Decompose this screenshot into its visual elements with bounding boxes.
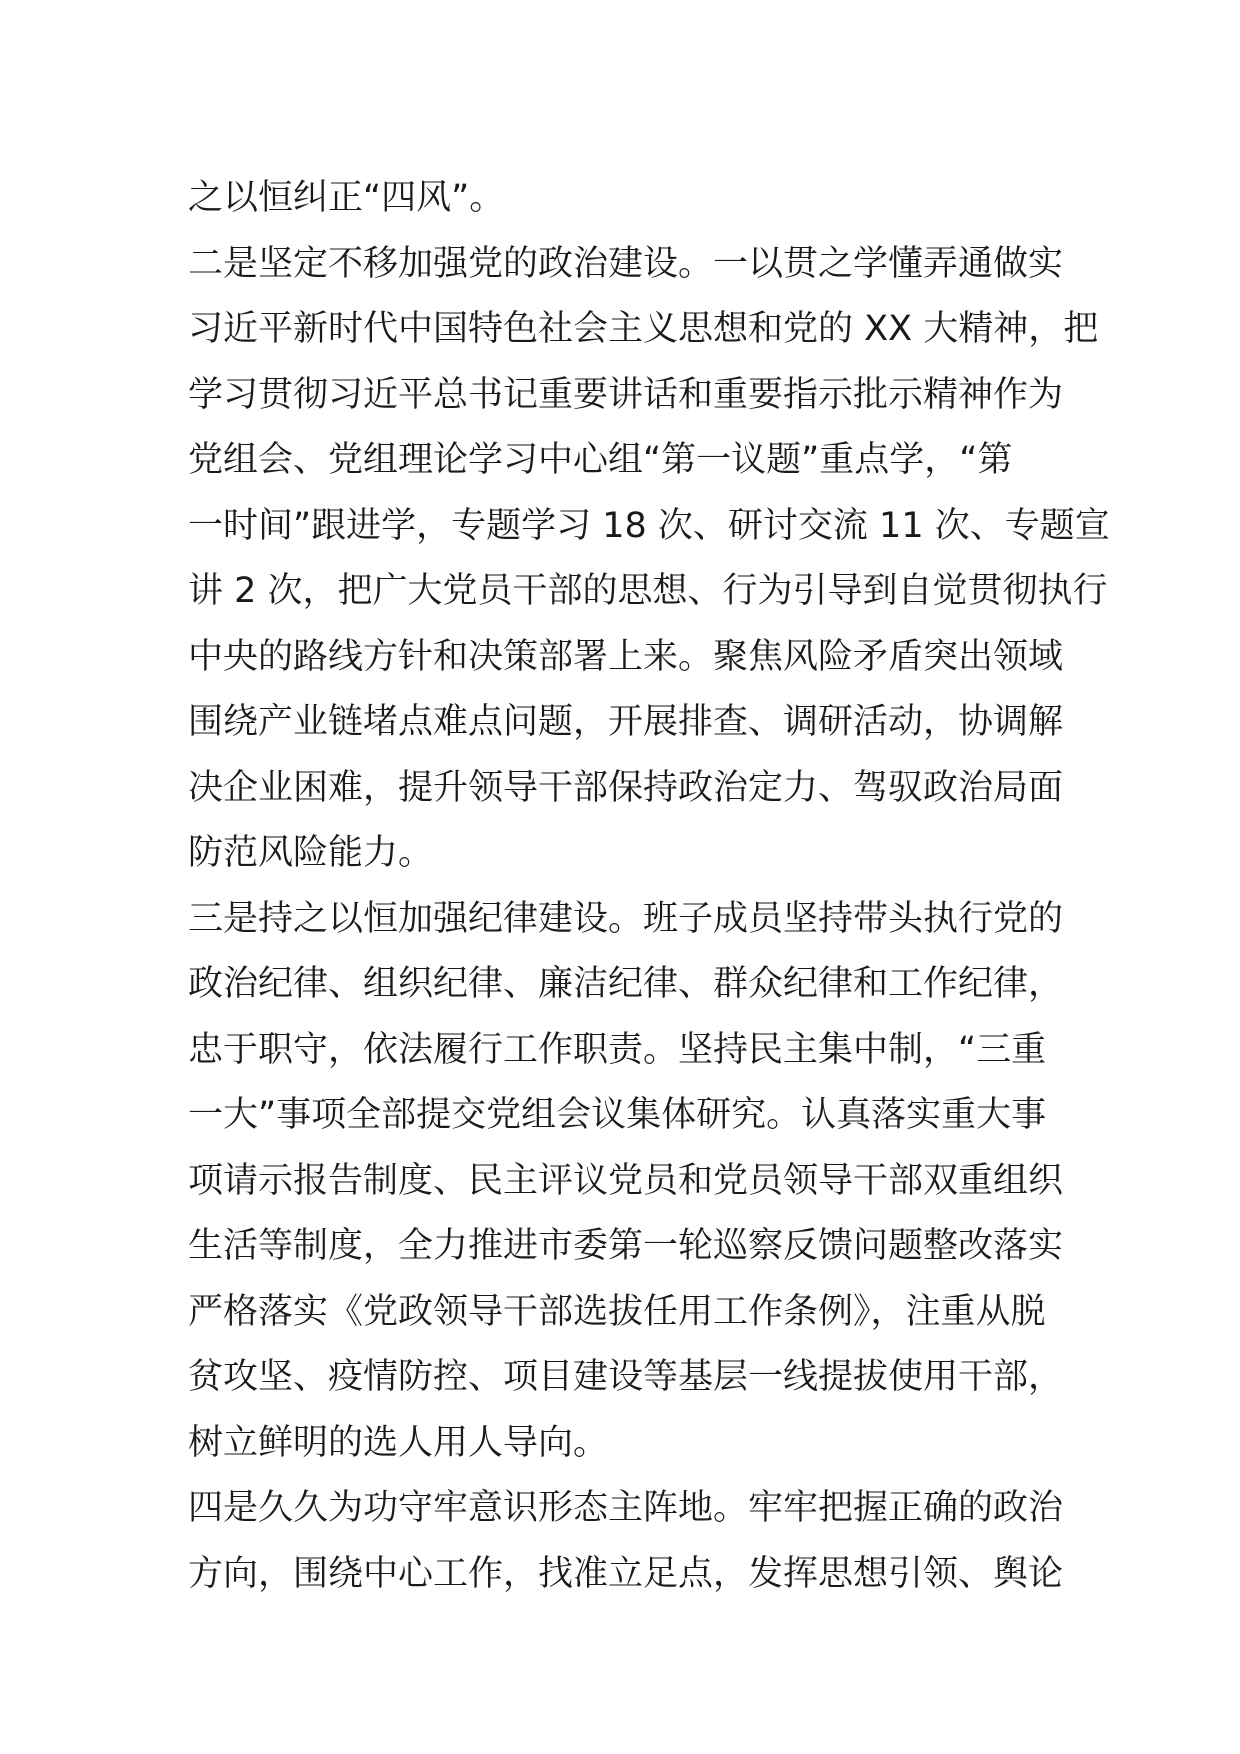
- text-line: 党组会、党组理论学习中心组“第一议题”重点学，“第: [188, 440, 1013, 480]
- body-text: [188, 166, 1110, 1607]
- text-line: 政治纪律、组织纪律、廉洁纪律、群众纪律和工作纪律，: [188, 964, 1064, 1004]
- text-line: 决企业困难，提升领导干部保持政治定力、驾驭政治局面: [188, 767, 1064, 808]
- text-line: 项请示报告制度、民主评议党员和党员领导干部双重组织: [188, 1160, 1064, 1201]
- text-line: 严格落实《党政领导干部选拔任用工作条例》，注重从脱: [188, 1291, 1046, 1332]
- text-line: 忠于职守，依法履行工作职责。坚持民主集中制，“三重: [188, 1029, 1047, 1070]
- text-line: 二是坚定不移加强党的政治建设。一以贯之学懂弄通做实: [188, 243, 1064, 284]
- text-line: 之以恒纠正“四风”。: [188, 178, 505, 218]
- text-line: 防范风险能力。: [188, 833, 434, 873]
- text-line: 中央的路线方针和决策部署上来。聚焦风险矛盾突出领域: [188, 636, 1064, 677]
- text-line: 习近平新时代中国特色社会主义思想和党的 XX 大精神，把: [188, 309, 1099, 349]
- text-line: 树立鲜明的选人用人导向。: [188, 1422, 609, 1463]
- text-line: 贫攻坚、疫情防控、项目建设等基层一线提拔使用干部，: [188, 1357, 1064, 1397]
- text-line: 学习贯彻习近平总书记重要讲话和重要指示批示精神作为: [188, 374, 1064, 415]
- text-line: 方向，围绕中心工作，找准立足点，发挥思想引领、舆论: [188, 1553, 1064, 1594]
- text-line: 生活等制度，全力推进市委第一轮巡察反馈问题整改落实: [188, 1226, 1064, 1266]
- text-line: 围绕产业链堵点难点问题，开展排查、调研活动，协调解: [188, 702, 1064, 742]
- text-line: 一大”事项全部提交党组会议集体研究。认真落实重大事: [188, 1095, 1047, 1135]
- text-line: 四是久久为功守牢意识形态主阵地。牢牢把握正确的政治: [188, 1488, 1064, 1528]
- text-line: 讲 2 次，把广大党员干部的思想、行为引导到自觉贯彻执行: [188, 571, 1108, 611]
- text-line: 一时间”跟进学，专题学习 18 次、研讨交流 11 次、专题宣: [188, 505, 1110, 546]
- text-line: 三是持之以恒加强纪律建设。班子成员坚持带头执行党的: [188, 898, 1064, 939]
